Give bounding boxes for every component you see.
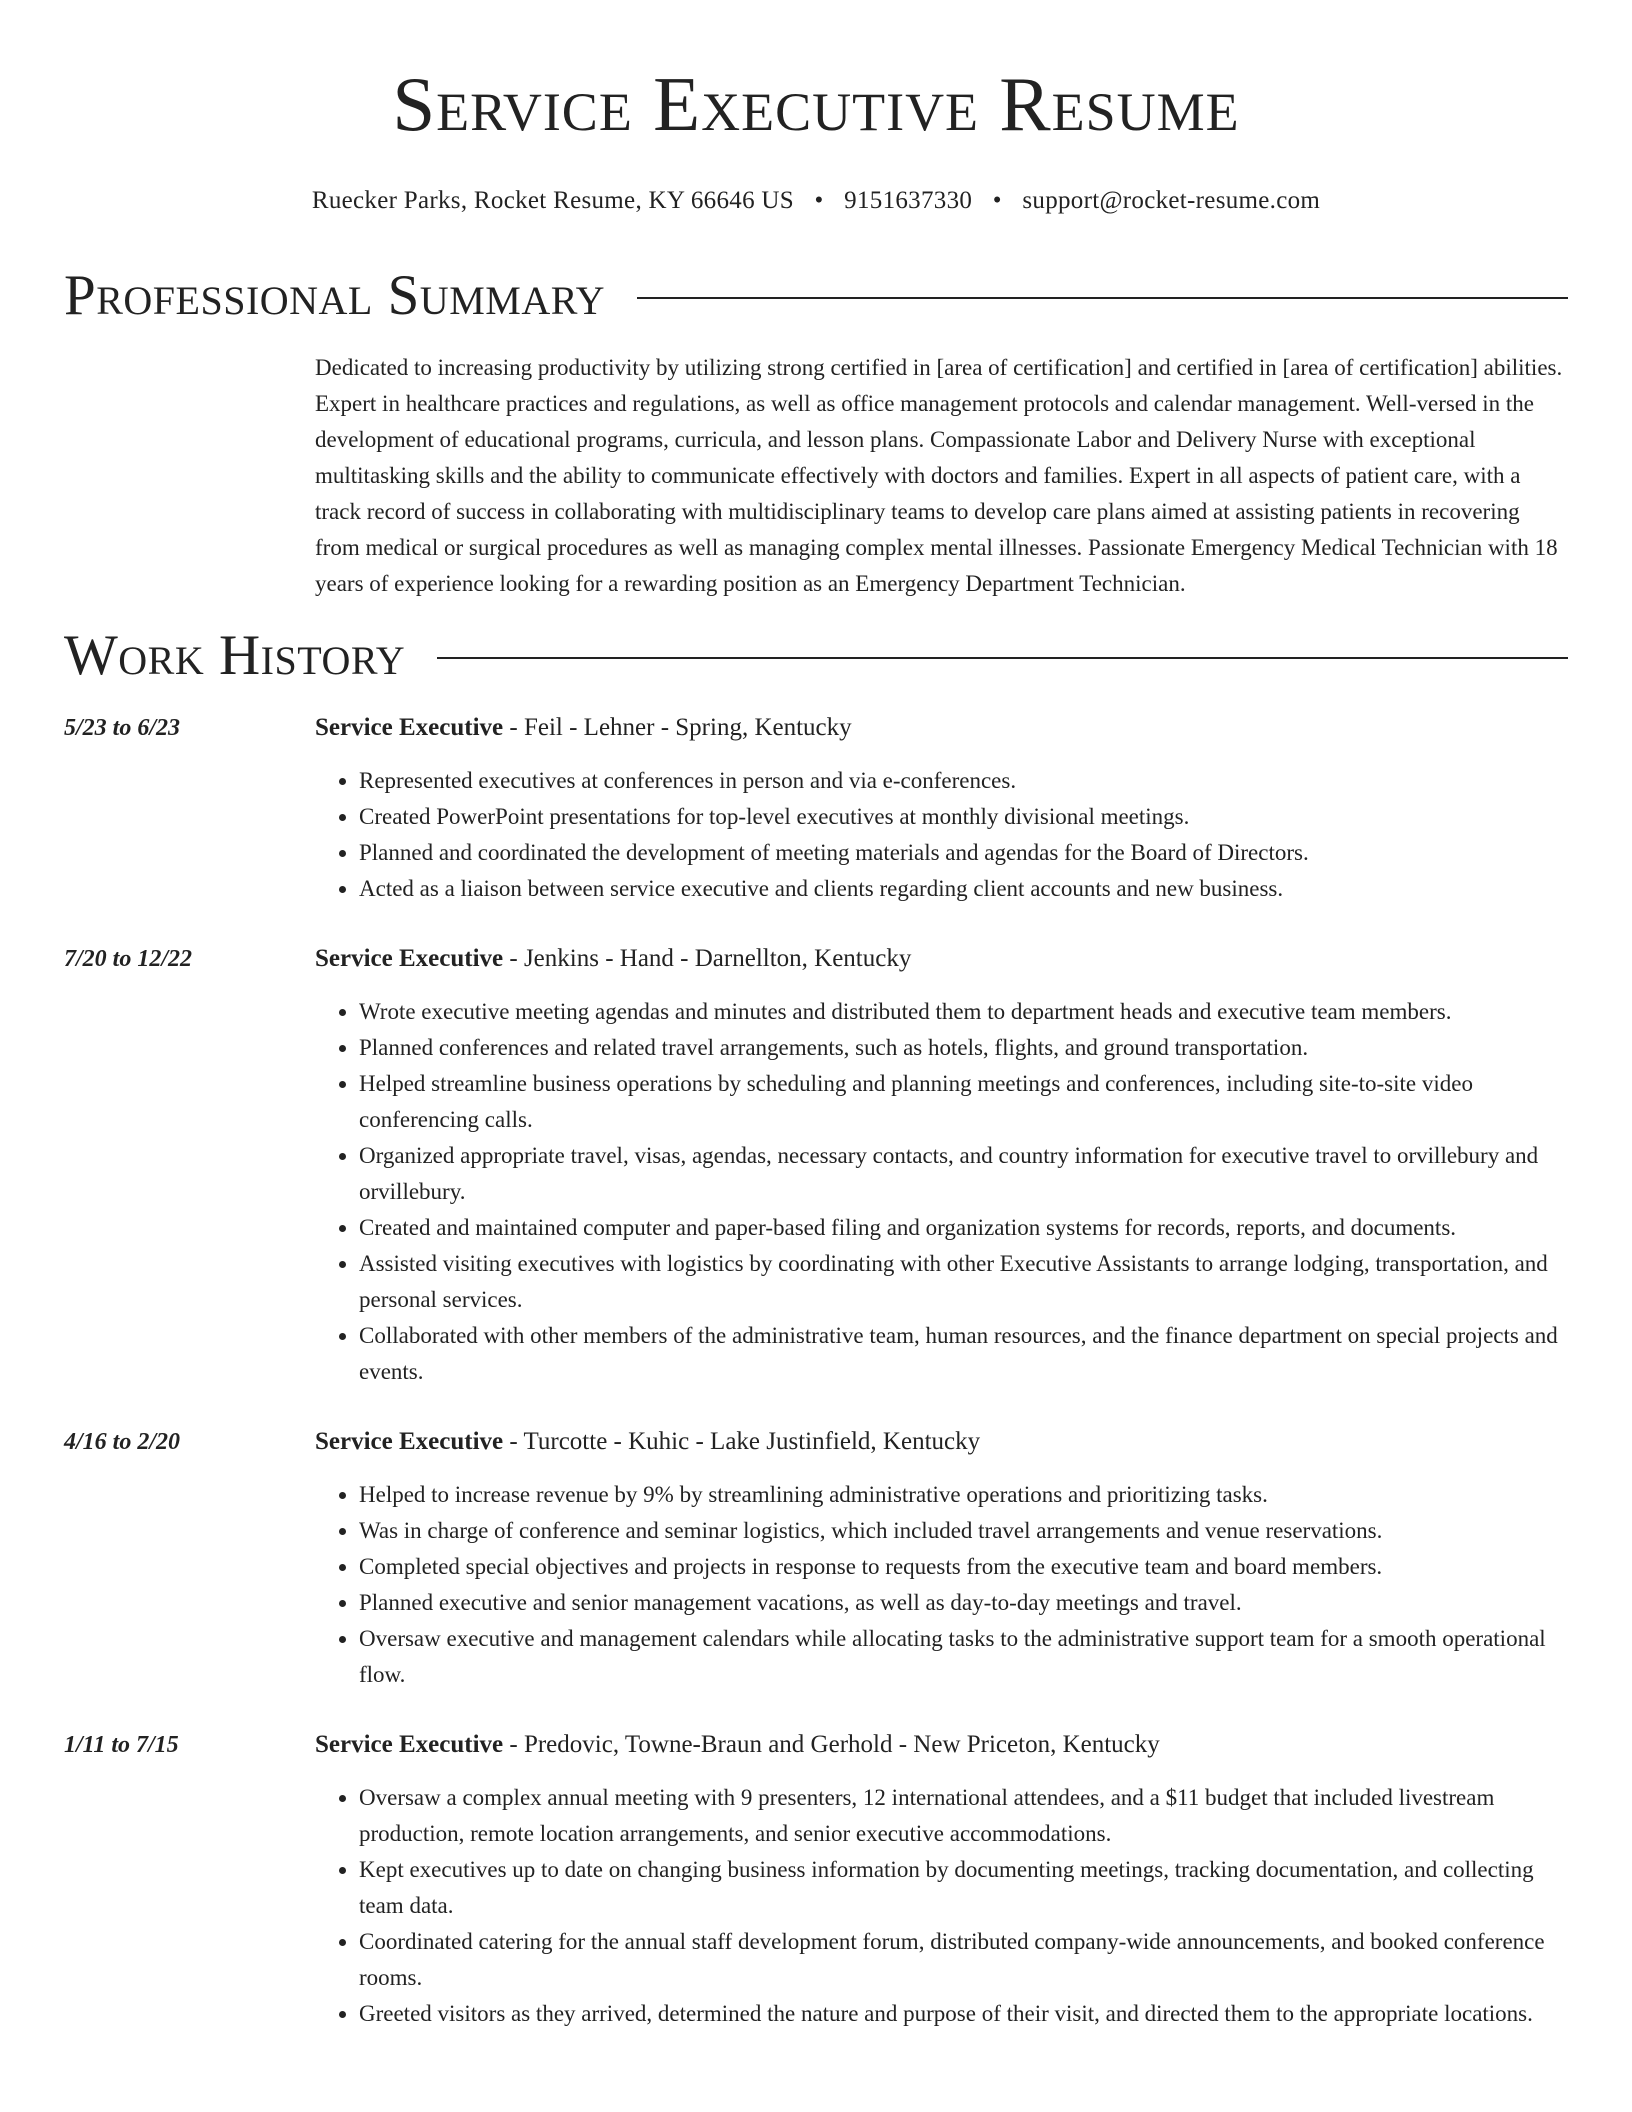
job-dates: 1/11 to 7/15 <box>64 1732 179 1758</box>
job-bullet: • Organized appropriate travel, visas, agendas, necessary contacts, and country information for executive travel to orvillebury and orvillebury. <box>359 1138 1568 1210</box>
job-bullet: • Represented executives at conferences in person and via e-conferences. <box>359 763 1568 799</box>
job-bullet: • Kept executives up to date on changing business information by documenting meetings, tracking documentation, and collecting team data. <box>359 1852 1568 1924</box>
job-body <box>315 710 1568 907</box>
job-entry <box>64 941 1568 1390</box>
job-bullet: • Acted as a liaison between service executive and clients regarding client accounts and new business. <box>359 871 1568 907</box>
job-dates: 5/23 to 6/23 <box>64 715 181 741</box>
job-headline <box>315 1424 1568 1460</box>
job-entry <box>64 1727 1568 2032</box>
summary-section-header <box>64 264 1568 328</box>
job-body <box>315 941 1568 1390</box>
job-details: - Jenkins - Hand - Darnellton, Kentucky <box>503 945 912 972</box>
job-bullet: • Created PowerPoint presentations for top-level executives at monthly divisional meetings. <box>359 799 1568 835</box>
job-bullet: • Completed special objectives and projects in response to requests from the executive team and board members. <box>359 1549 1568 1585</box>
job-bullet: • Was in charge of conference and seminar logistics, which included travel arrangements and venue reservations. <box>359 1513 1568 1549</box>
job-entry <box>64 710 1568 907</box>
summary-text: Dedicated to increasing productivity by utilizing strong certified in [area of certification] and certified in [area of certification] abilities. Expert in healthcare practices and regulations, as well as office management protocols and calendar management. Well-versed in the development of educational programs, curricula, and lesson plans. Compassionate Labor and Delivery Nurse with exceptional multitasking skills and the ability to communicate effectively with doctors and families. Expert in all aspects of patient care, with a track record of success in collaborating with multidisciplinary teams to develop care plans aimed at assisting patients in recovering from medical or surgical procedures as well as managing complex mental illnesses. Passionate Emergency Medical Technician with 18 years of experience looking for a rewarding position as an Emergency Department Technician. <box>315 355 1563 596</box>
job-role: Service Executive <box>315 1428 504 1455</box>
job-role: Service Executive <box>315 714 504 741</box>
job-dates: 4/16 to 2/20 <box>64 1429 181 1455</box>
job-body <box>315 1727 1568 2032</box>
job-bullet: • Coordinated catering for the annual staff development forum, distributed company-wide announcements, and booked conference rooms. <box>359 1924 1568 1996</box>
job-details: - Predovic, Towne-Braun and Gerhold - New Priceton, Kentucky <box>503 1731 1160 1758</box>
job-bullet: • Assisted visiting executives with logistics by coordinating with other Executive Assistants to arrange lodging, transportation, and personal services. <box>359 1246 1568 1318</box>
job-bullet: • Helped to increase revenue by 9% by streamlining administrative operations and prioritizing tasks. <box>359 1477 1568 1513</box>
section-divider <box>437 657 1568 659</box>
job-headline <box>315 710 1568 746</box>
job-bullet: • Greeted visitors as they arrived, determined the nature and purpose of their visit, and directed them to the appropriate locations. <box>359 1996 1568 2032</box>
job-bullet: • Wrote executive meeting agendas and minutes and distributed them to department heads and executive team members. <box>359 994 1568 1030</box>
job-bullet-list <box>315 1477 1568 1693</box>
job-role: Service Executive <box>315 945 504 972</box>
job-details: - Turcotte - Kuhic - Lake Justinfield, Kentucky <box>503 1428 981 1455</box>
work-history-heading: Work History <box>64 624 406 687</box>
job-role: Service Executive <box>315 1731 504 1758</box>
job-bullet: • Planned executive and senior management vacations, as well as day-to-day meetings and travel. <box>359 1585 1568 1621</box>
contact-address: Ruecker Parks, Rocket Resume, KY 66646 US <box>311 187 794 214</box>
job-bullet: • Collaborated with other members of the administrative team, human resources, and the finance department on special projects and events. <box>359 1318 1568 1390</box>
job-bullet-list <box>315 763 1568 907</box>
job-bullet: • Oversaw executive and management calendars while allocating tasks to the administrative support team for a smooth operational flow. <box>359 1621 1568 1693</box>
job-bullet-list <box>315 994 1568 1390</box>
job-dates: 7/20 to 12/22 <box>64 946 193 972</box>
job-bullet: • Planned conferences and related travel arrangements, such as hotels, flights, and ground transportation. <box>359 1030 1568 1066</box>
work-history-section-header <box>64 624 1568 688</box>
resume-title: Service Executive Resume <box>392 61 1240 147</box>
job-bullet: • Planned and coordinated the development of meeting materials and agendas for the Board of Directors. <box>359 835 1568 871</box>
contact-phone: 9151637330 <box>844 187 973 214</box>
summary-heading: Professional Summary <box>64 264 606 327</box>
contact-separator: • <box>814 187 824 214</box>
job-bullet: • Created and maintained computer and paper-based filing and organization systems for records, reports, and documents. <box>359 1210 1568 1246</box>
job-entry <box>64 1424 1568 1693</box>
contact-line <box>64 184 1568 218</box>
job-headline <box>315 941 1568 977</box>
resume-page <box>64 0 1568 2032</box>
job-bullet-list <box>315 1780 1568 2032</box>
contact-separator: • <box>992 187 1002 214</box>
contact-email: support@rocket-resume.com <box>1022 187 1321 214</box>
section-divider <box>637 297 1568 299</box>
job-details: - Feil - Lehner - Spring, Kentucky <box>503 714 852 741</box>
job-body <box>315 1424 1568 1693</box>
job-bullet: • Oversaw a complex annual meeting with 9 presenters, 12 international attendees, and a $11 budget that included livestream production, remote location arrangements, and senior executive accommodations. <box>359 1780 1568 1852</box>
job-list <box>64 710 1568 2032</box>
job-headline <box>315 1727 1568 1763</box>
job-bullet: • Helped streamline business operations by scheduling and planning meetings and conferences, including site-to-site video conferencing calls. <box>359 1066 1568 1138</box>
